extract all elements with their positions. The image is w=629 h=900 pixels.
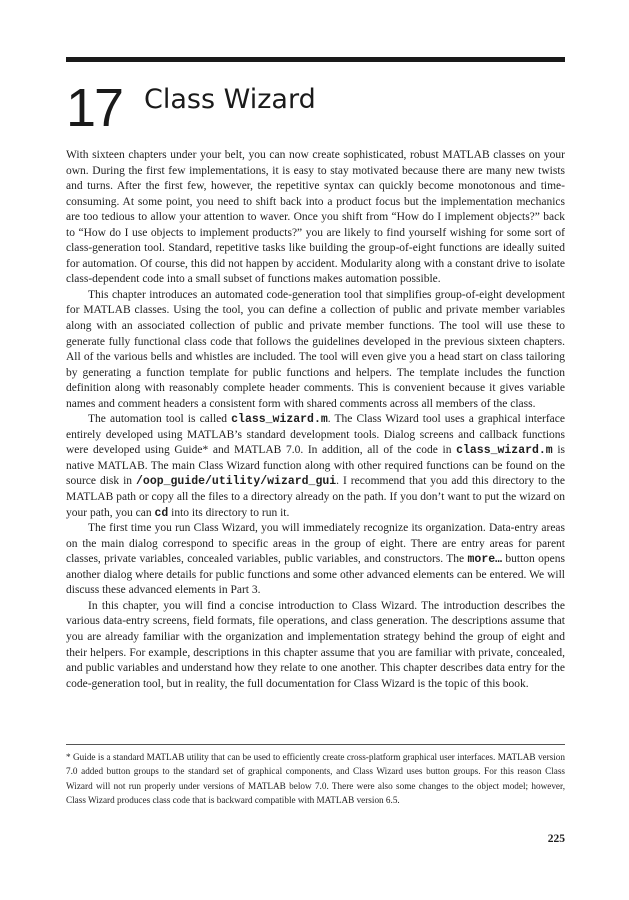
paragraph-3-text-2: . The Class Wizard tool uses a graphical interface entirely developed using MATLAB’s standard development tools. Dialog screens and callback functions were developed using Guide* and MATLAB 7.0. In addition, all of the code in (66, 413, 565, 457)
paragraph-3-text-1: The automation tool is called (88, 413, 232, 426)
paragraph-5: In this chapter, you will find a concise introduction to Class Wizard. The introduction describes the various data-entry screens, field formats, file operations, and class generation. The descriptions assume that you are already familiar with the organization and implementation strategy behind the group of eight and their helpers. For example, descriptions in this chapter assume that you are familiar with private, concealed, and public variables and understand how they relate to one another. This chapter describes data entry for the code-generation tool, but in reality, the full documentation for Class Wizard is the topic of this book. (66, 599, 565, 690)
body-text (66, 148, 565, 692)
paragraph-1: With sixteen chapters under your belt, you can now create sophisticated, robust MATLAB classes on your own. During the first few implementations, it is easy to stay motivated because there are many new twists and turns. After the first few, however, the repetitive syntax can quickly become monotonous and time-consuming. At some point, you need to shift back into a product focus but the implementation mechanics are too tedious to allow your attention to waver. Once you shift from “How do I implement objects?” back to “How do I use objects to implement products?” you are likely to find yourself wishing for some sort of class-generation tool. Standard, repetitive tasks like building the group-of-eight functions are ideally suited for automation. Of course, this did not happen by accident. Modularity along with a constant drive to isolate class-dependent code into a small subset of functions makes automation possible. (66, 149, 565, 286)
paragraph-4 (66, 521, 565, 599)
footnote: * Guide is a standard MATLAB utility that can be used to efficiently create cross-platform graphical user interfaces. MATLAB version 7.0 added button groups to the standard set of graphical components, and Class Wizard uses button groups. For this reason Class Wizard will not run properly under versions of MATLAB below 7.0. There were also some changes to the object model; however, Class Wizard produces class code that is backward compatible with MATLAB version 6.5. (66, 752, 565, 806)
chapter-title: Class Wizard (144, 84, 316, 115)
code-class-wizard-m-2: class_wizard.m (456, 444, 553, 458)
footnote-rule (66, 744, 565, 745)
paragraph-4-text-1: The first time you run Class Wizard, you will immediately recognize its organization. Data-entry areas on the main dialog correspond to specific areas in the group of eight. There are entry areas for parent classes, private variables, concealed variables, public variables, and constructors. The (66, 522, 565, 566)
paragraph-3 (66, 412, 565, 521)
paragraph-4-text-2: button opens another dialog where details for public functions and some other advanced elements can be entered. We will discuss these advanced elements in Part 3. (66, 553, 565, 597)
chapter-number: 17 (66, 78, 123, 138)
page-number: 225 (547, 833, 565, 845)
paragraph-3-text-4: . I recommend that you add this directory to the MATLAB path or copy all the files to a directory already on the path. If you don’t want to put the wizard on your path, you can (66, 475, 565, 519)
code-cd: cd (154, 506, 169, 520)
code-wizard-gui-path: /oop_guide/utility/wizard_gui (136, 475, 337, 489)
paragraph-3-text-5: into its directory to run it. (168, 506, 290, 519)
code-more-button-label: more… (467, 553, 503, 567)
paragraph-2: This chapter introduces an automated code-generation tool that simplifies group-of-eight development for MATLAB classes. Using the tool, you can define a collection of public and private member variables along with an associated collection of public and private member functions. The tool will use these to generate fully functional class code that follows the guidelines developed in the previous sixteen chapters. All of the various bells and whistles are included. The tool will even give you a head start on class tailoring by generating a function template for public functions and helpers. The template includes the function definition along with reasonably complete header comments. This is convenient because it gives variable names and comment headers a consistent form with shared comments across all members of the class. (66, 288, 565, 410)
chapter-top-rule (66, 57, 565, 62)
paragraph-3-text-3: is native MATLAB. The main Class Wizard function along with other required functions can be found on the source disk in (66, 444, 566, 488)
code-class-wizard-m: class_wizard.m (231, 413, 328, 427)
